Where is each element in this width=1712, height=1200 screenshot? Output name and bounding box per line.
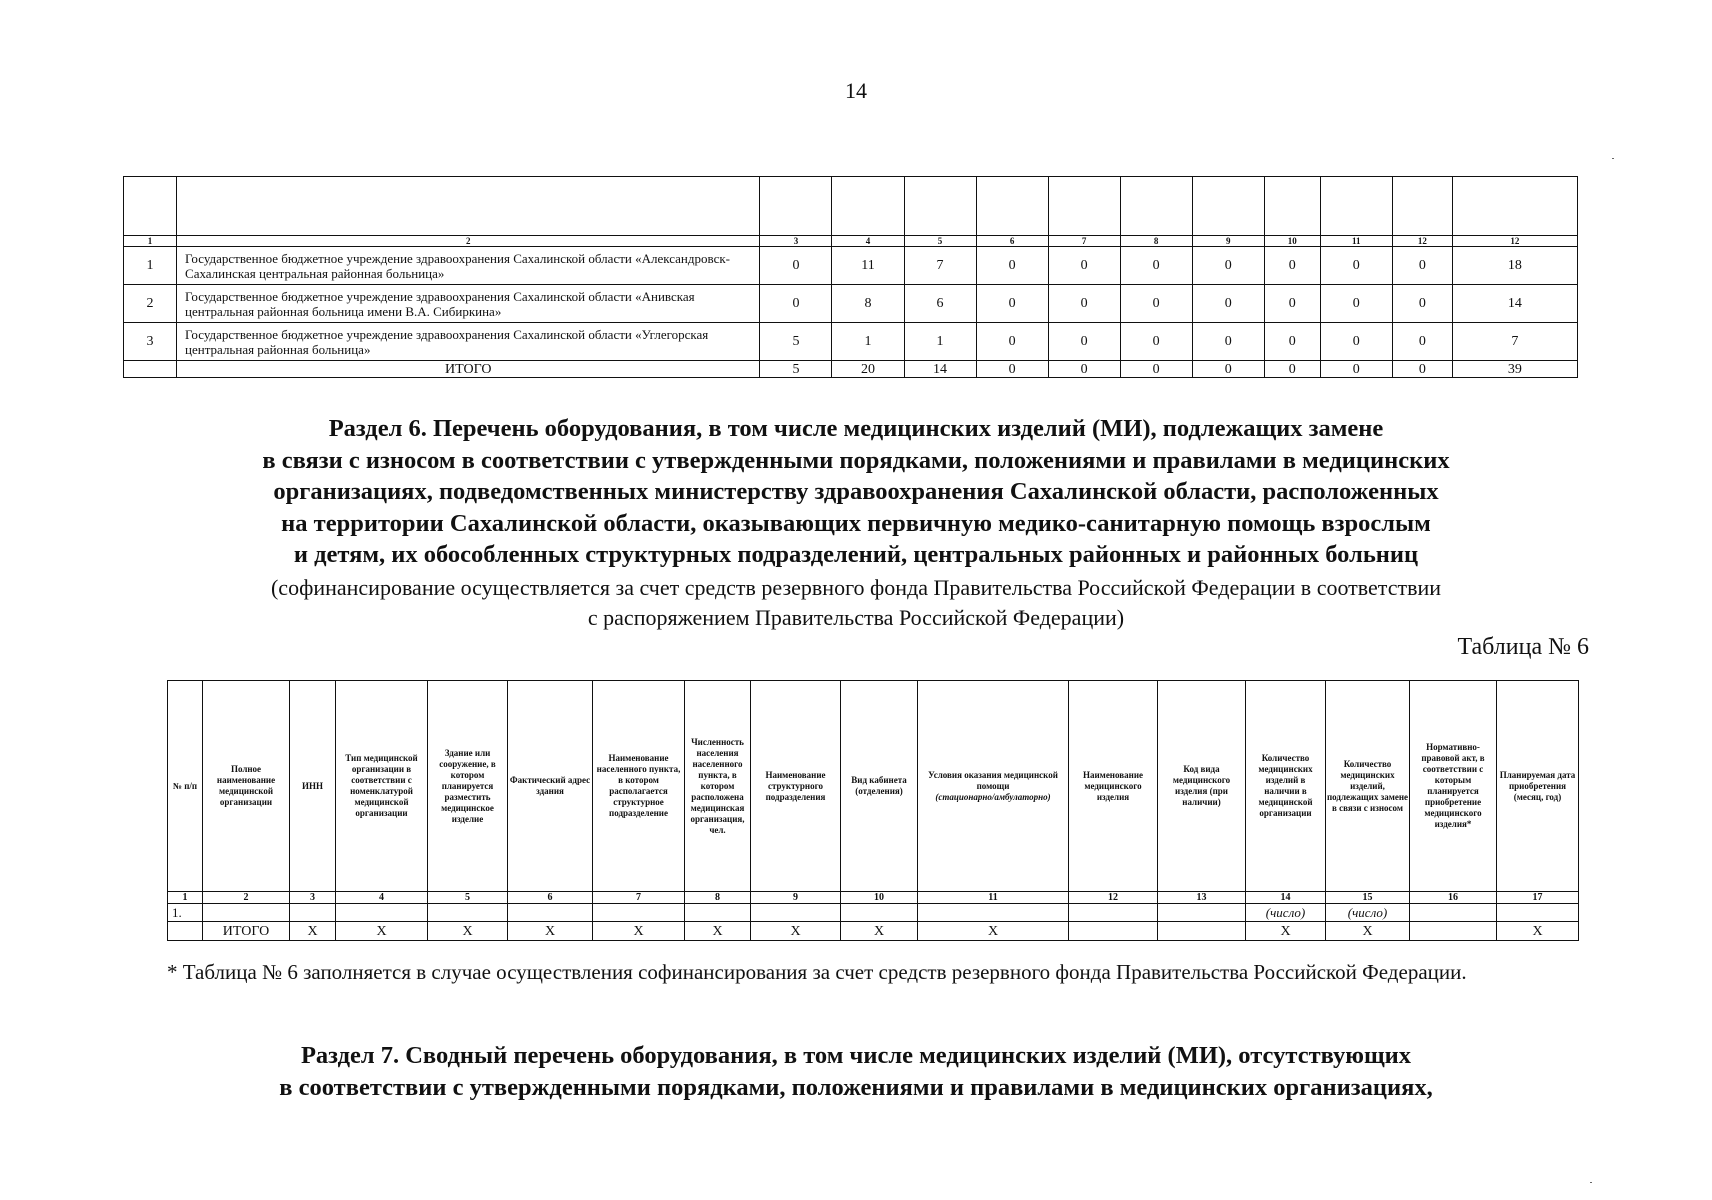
column-header: Здание или сооружение, в котором планируется разместить медицинское изделие [428, 681, 508, 892]
cell-value: 1 [832, 323, 904, 361]
x-mark: Х [1497, 922, 1579, 941]
title-line: Раздел 7. Сводный перечень оборудования, в том числе медицинских изделий (МИ), отсутствующих [300, 1042, 1412, 1069]
table-row [124, 247, 1578, 285]
total-value: 0 [1264, 361, 1320, 378]
total-value: 0 [976, 361, 1048, 378]
table-caption: Таблица № 6 [1457, 634, 1589, 660]
cell-value: 0 [1392, 323, 1452, 361]
x-mark: Х [508, 922, 593, 941]
cell-value: 0 [1048, 285, 1120, 323]
total-value: 0 [1048, 361, 1120, 378]
col-number: 11 [1320, 236, 1392, 247]
cell-value: 14 [1452, 285, 1577, 323]
title-line: организациях, подведомственных министерству здравоохранения Сахалинской области, расположенных [273, 478, 1439, 505]
x-mark: Х [685, 922, 751, 941]
section-6-note [140, 573, 1572, 633]
total-value: 0 [1320, 361, 1392, 378]
column-header: Наименование медицинского изделия [1069, 681, 1158, 892]
x-mark: Х [841, 922, 918, 941]
column-header: Тип медицинской организации в соответствии с номенклатурой медицинской организации [336, 681, 428, 892]
cell-value: 0 [976, 285, 1048, 323]
column-header: Количество медицинских изделий, подлежащих замене в связи с износом [1326, 681, 1410, 892]
col-number: 9 [751, 892, 841, 904]
cell-value: 7 [904, 247, 976, 285]
x-mark: Х [336, 922, 428, 941]
column-header: Наименование структурного подразделения [751, 681, 841, 892]
column-header: Фактический адрес здания [508, 681, 593, 892]
col-number: 4 [832, 236, 904, 247]
total-label: ИТОГО [177, 361, 760, 378]
organization-name: Государственное бюджетное учреждение здравоохранения Сахалинской области «Александровск-Сахалинская центральная районная больница» [177, 247, 760, 285]
title-line: Раздел 6. Перечень оборудования, в том числе медицинских изделий (МИ), подлежащих замене [328, 415, 1384, 442]
total-value: 5 [760, 361, 832, 378]
organization-name: Государственное бюджетное учреждение здравоохранения Сахалинской области «Анивская центральная районная больница имени В.А. Сибиркина» [177, 285, 760, 323]
cell-value: 0 [976, 323, 1048, 361]
table-row [124, 323, 1578, 361]
note-line: с распоряжением Правительства Российской Федерации) [587, 605, 1125, 630]
cell-value: 0 [976, 247, 1048, 285]
section-6-title [150, 413, 1562, 571]
column-numbers-row [168, 892, 1579, 904]
total-value: 0 [1392, 361, 1452, 378]
column-header: Численность населения населенного пункта, в котором расположена медицинская организация, чел. [685, 681, 751, 892]
col-number: 3 [290, 892, 336, 904]
cell-value: 0 [1120, 285, 1192, 323]
cell-value: 0 [1264, 323, 1320, 361]
cell-value: 0 [760, 247, 832, 285]
x-mark: Х [1326, 922, 1410, 941]
cell-value: 6 [904, 285, 976, 323]
x-mark: Х [751, 922, 841, 941]
cell-value: 1 [904, 323, 976, 361]
col-number: 10 [1264, 236, 1320, 247]
cell-value: 5 [760, 323, 832, 361]
cell-value: 7 [1452, 323, 1577, 361]
scan-speck [1612, 158, 1614, 159]
section-7-title [150, 1040, 1562, 1103]
col-number: 5 [428, 892, 508, 904]
column-header: ИНН [290, 681, 336, 892]
col-number: 16 [1410, 892, 1497, 904]
quantity-placeholder: (число) [1246, 904, 1326, 922]
cell-value: 0 [1192, 285, 1264, 323]
col-number: 9 [1192, 236, 1264, 247]
column-header: Наименование населенного пункта, в котором располагается структурное подразделение [593, 681, 685, 892]
cell-value: 0 [1264, 247, 1320, 285]
table-header-row [124, 177, 1578, 236]
col-number: 10 [841, 892, 918, 904]
column-header: № п/п [168, 681, 203, 892]
col-number: 2 [177, 236, 760, 247]
col-number: 12 [1452, 236, 1577, 247]
cell-value: 18 [1452, 247, 1577, 285]
col-number: 6 [976, 236, 1048, 247]
conditions-italic: (стационарно/амбулаторно) [935, 791, 1051, 802]
table-header-row [168, 681, 1579, 892]
x-mark: Х [1246, 922, 1326, 941]
col-number: 14 [1246, 892, 1326, 904]
cell-value: 0 [1120, 247, 1192, 285]
col-number: 3 [760, 236, 832, 247]
cell-value: 0 [1264, 285, 1320, 323]
total-label: ИТОГО [203, 922, 290, 941]
col-number: 2 [203, 892, 290, 904]
row-number: 3 [124, 323, 177, 361]
scan-speck [1590, 1182, 1592, 1183]
cell-value: 0 [1392, 247, 1452, 285]
column-header: Планируемая дата приобретения (месяц, год) [1497, 681, 1579, 892]
equipment-replacement-table [167, 680, 1579, 941]
col-number: 17 [1497, 892, 1579, 904]
table-row [124, 285, 1578, 323]
title-line: на территории Сахалинской области, оказывающих первичную медико-санитарную помощь взрослым [281, 509, 1431, 537]
col-number: 4 [336, 892, 428, 904]
table-row [168, 904, 1579, 922]
col-number: 12 [1069, 892, 1158, 904]
organization-name: Государственное бюджетное учреждение здравоохранения Сахалинской области «Углегорская центральная районная больница» [177, 323, 760, 361]
cell-value: 0 [1320, 247, 1392, 285]
x-mark: Х [290, 922, 336, 941]
cell-value: 0 [1120, 323, 1192, 361]
col-number: 5 [904, 236, 976, 247]
x-mark: Х [593, 922, 685, 941]
col-number: 11 [918, 892, 1069, 904]
x-mark: Х [918, 922, 1069, 941]
x-mark: Х [428, 922, 508, 941]
cell-value: 0 [1048, 323, 1120, 361]
cell-value: 0 [1320, 323, 1392, 361]
column-header-conditions [918, 681, 1069, 892]
row-number: 1 [124, 247, 177, 285]
title-line: и детям, их обособленных структурных подразделений, центральных районных и районных больниц [293, 541, 1419, 568]
total-value: 39 [1452, 361, 1577, 378]
title-line: в соответствии с утвержденными порядками, положениями и правилами в медицинских организациях, [279, 1073, 1433, 1101]
col-number: 7 [593, 892, 685, 904]
footnote: * Таблица № 6 заполняется в случае осуществления софинансирования за счет средств резервного фонда Правительства Российской Федерации. [167, 960, 1467, 984]
cell-value: 0 [1192, 323, 1264, 361]
equipment-summary-table [123, 176, 1578, 378]
row-number: 2 [124, 285, 177, 323]
column-header: Количество медицинских изделий в наличии в медицинской организации [1246, 681, 1326, 892]
cell-value: 11 [832, 247, 904, 285]
col-number: 8 [685, 892, 751, 904]
cell-value: 0 [760, 285, 832, 323]
col-number: 12 [1392, 236, 1452, 247]
col-number: 8 [1120, 236, 1192, 247]
cell-value: 8 [832, 285, 904, 323]
col-number: 15 [1326, 892, 1410, 904]
total-value: 0 [1120, 361, 1192, 378]
page-number: 14 [845, 78, 867, 103]
col-number: 7 [1048, 236, 1120, 247]
column-header: Полное наименование медицинской организации [203, 681, 290, 892]
col-number: 1 [168, 892, 203, 904]
note-line: (софинансирование осуществляется за счет средств резервного фонда Правительства Российской Федерации в соответствии [270, 575, 1442, 600]
cell-value: 0 [1320, 285, 1392, 323]
total-value: 0 [1192, 361, 1264, 378]
conditions-label: Условия оказания медицинской помощи [928, 769, 1058, 791]
col-number: 1 [124, 236, 177, 247]
cell-value: 0 [1048, 247, 1120, 285]
total-value: 20 [832, 361, 904, 378]
total-row [124, 361, 1578, 378]
col-number: 6 [508, 892, 593, 904]
column-header: Вид кабинета (отделения) [841, 681, 918, 892]
quantity-placeholder: (число) [1326, 904, 1410, 922]
column-numbers-row [124, 236, 1578, 247]
row-number: 1. [168, 904, 203, 922]
col-number: 13 [1158, 892, 1246, 904]
cell-value: 0 [1192, 247, 1264, 285]
title-line: в связи с износом в соответствии с утвержденными порядками, положениями и правилами в медицинских [262, 446, 1450, 474]
total-row [168, 922, 1579, 941]
column-header: Нормативно-правовой акт, в соответствии с которым планируется приобретение медицинского изделия* [1410, 681, 1497, 892]
total-value: 14 [904, 361, 976, 378]
column-header: Код вида медицинского изделия (при наличии) [1158, 681, 1246, 892]
cell-value: 0 [1392, 285, 1452, 323]
